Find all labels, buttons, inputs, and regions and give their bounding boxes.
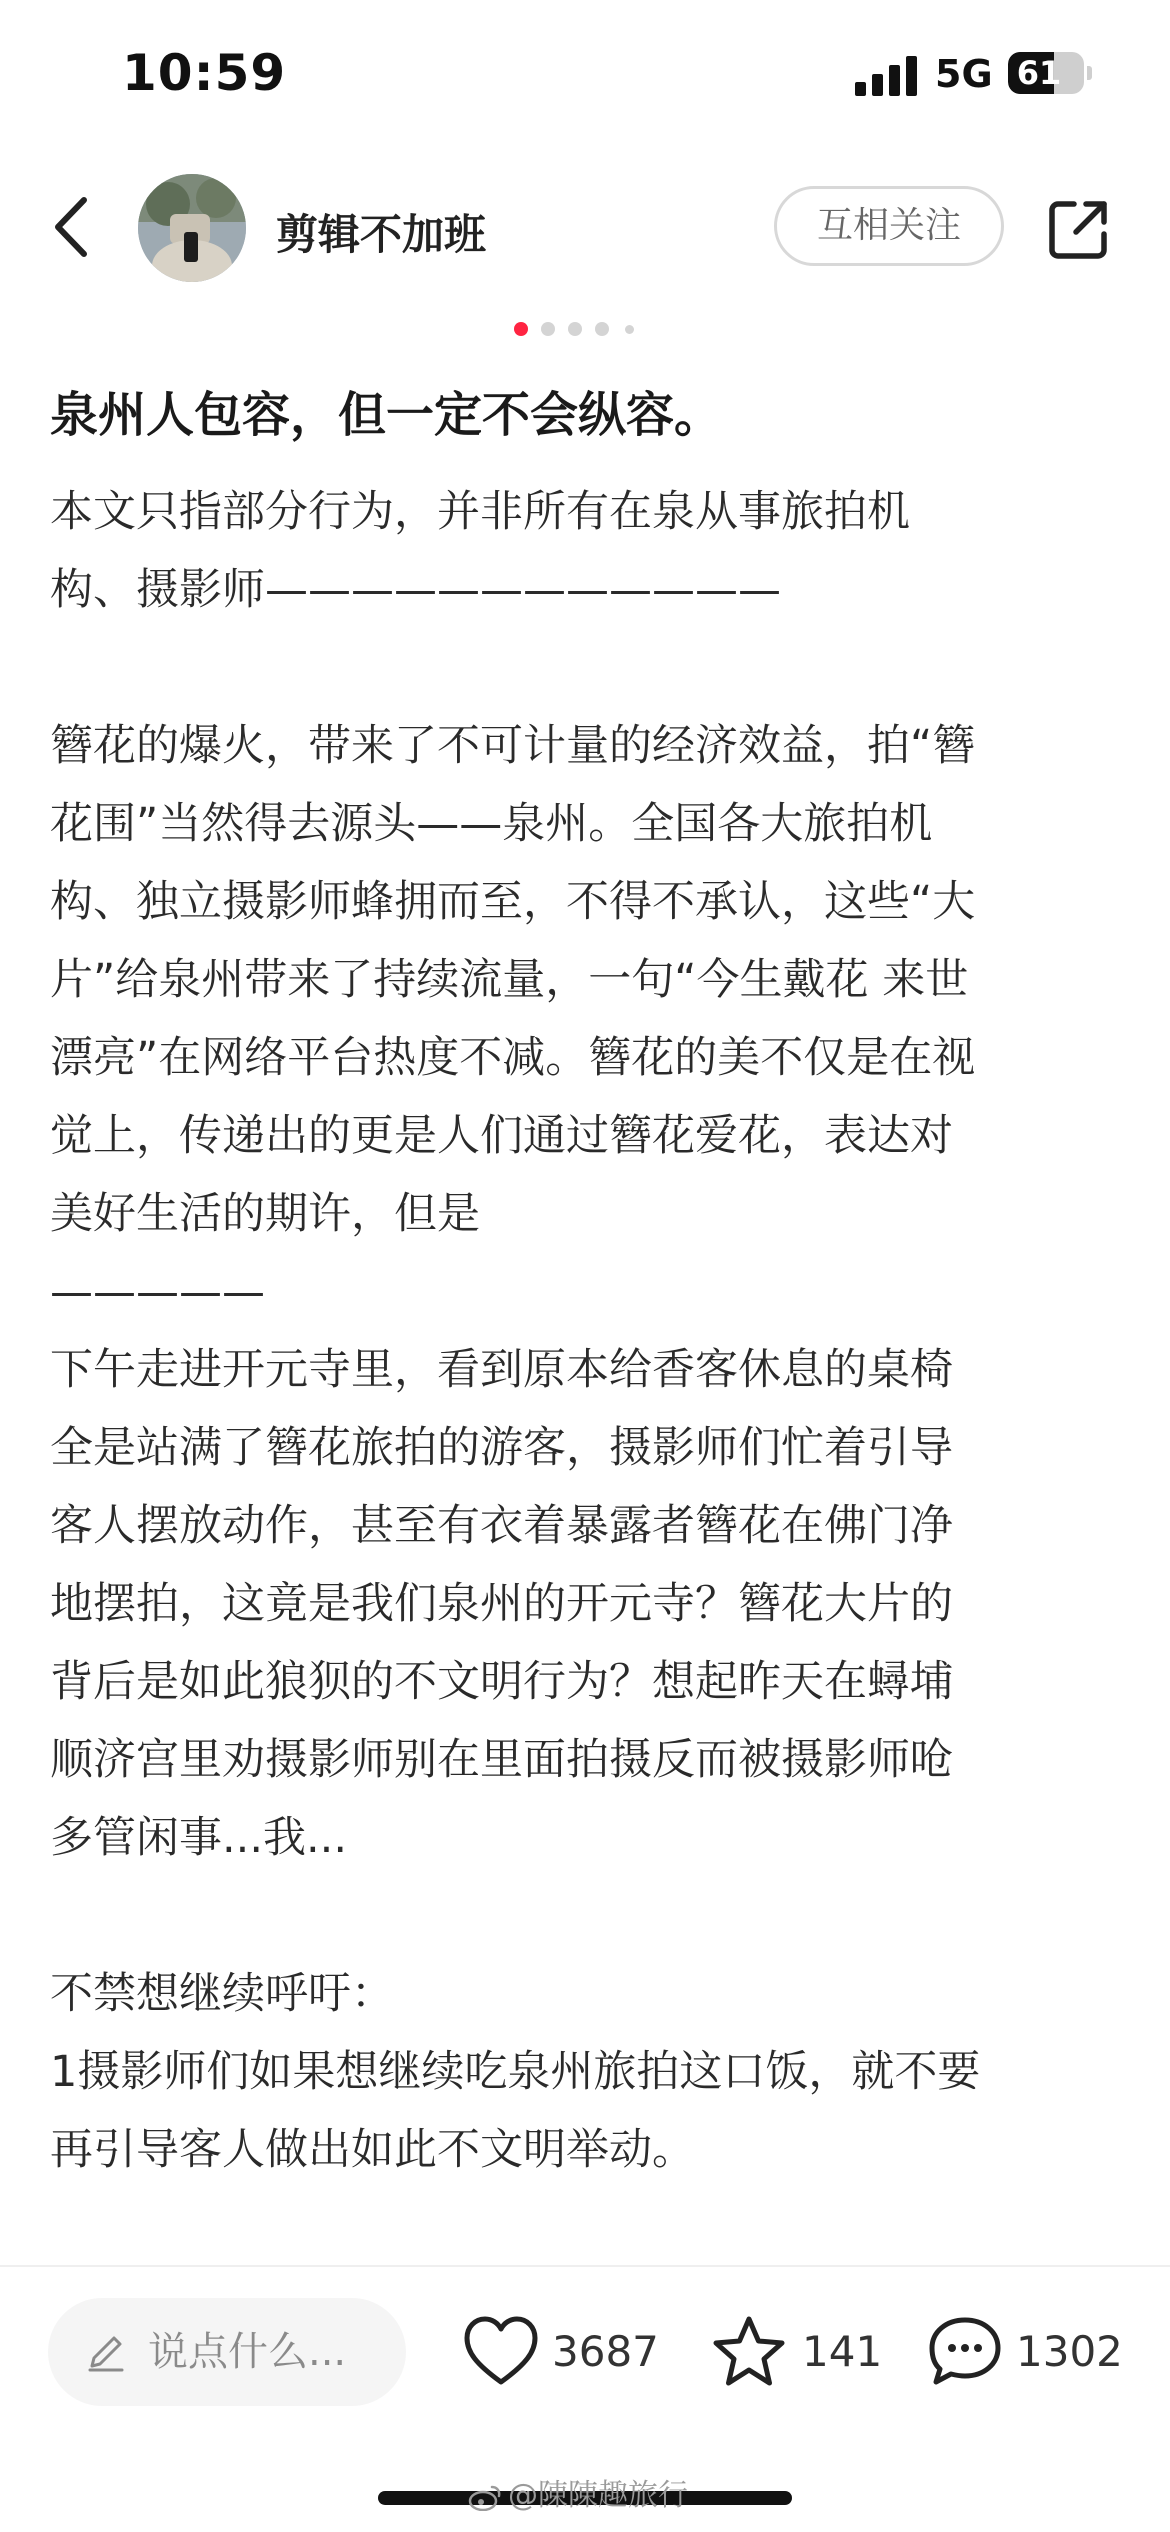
status-bar (0, 0, 1170, 150)
share-icon[interactable] (1046, 196, 1112, 262)
post-header (0, 160, 1170, 290)
avatar-photo-icon (138, 174, 246, 282)
post-text-line: 全是站满了簪花旅拍的游客，摄影师们忙着引导 (50, 1423, 953, 1473)
post-text-line: 漂亮”在网络平台热度不减。簪花的美不仅是在视 (50, 1033, 976, 1083)
post-text-line: 构、独立摄影师蜂拥而至，不得不承认，这些“大 (50, 877, 976, 927)
post-text-line: 觉上，传递出的更是人们通过簪花爱花，表达对 (50, 1111, 953, 1161)
comment-bubble-icon (926, 2314, 1004, 2390)
carousel-indicator (514, 322, 644, 338)
battery-percent: 61 (1016, 54, 1062, 92)
comment-button[interactable] (926, 2310, 1126, 2394)
carousel-dot (541, 322, 555, 336)
carousel-dot (514, 322, 528, 336)
post-text-line: 再引导客人做出如此不文明举动。 (50, 2125, 695, 2175)
paragraph-break (50, 629, 1120, 707)
carousel-dot (595, 322, 609, 336)
post-text-line: 构、摄影师———————————— (50, 565, 781, 615)
status-time: 10:59 (122, 44, 287, 102)
watermark-text: @陳陳趣旅行 (508, 2478, 688, 2513)
comment-count: 1302 (1016, 2327, 1123, 2376)
favorite-count: 141 (802, 2327, 883, 2376)
network-type: 5G (935, 52, 993, 96)
weibo-logo-icon (468, 2483, 502, 2511)
post-text-line: 花围”当然得去源头——泉州。全国各大旅拍机 (50, 799, 933, 849)
carousel-dot (568, 322, 582, 336)
post-text-line: 片”给泉州带来了持续流量，一句“今生戴花 来世 (50, 955, 969, 1005)
like-count: 3687 (552, 2327, 659, 2376)
post-text-line: 美好生活的期许，但是 (50, 1189, 480, 1239)
post-text-line: 不禁想继续呼吁： (50, 1969, 394, 2019)
pencil-icon (84, 2330, 128, 2374)
back-chevron-icon[interactable] (46, 192, 102, 262)
comment-input[interactable] (48, 2298, 406, 2406)
post-text-line: 多管闲事...我... (50, 1813, 348, 1863)
star-icon (710, 2314, 788, 2390)
carousel-dot (625, 325, 634, 334)
cellular-signal-icon (855, 56, 919, 96)
author-avatar[interactable] (138, 174, 246, 282)
post-text-line: 背后是如此狼狈的不文明行为？想起昨天在蟳埔 (50, 1657, 953, 1707)
heart-icon (462, 2314, 540, 2390)
post-text-line: 本文只指部分行为，并非所有在泉从事旅拍机 (50, 487, 910, 537)
bottom-bar-divider (0, 2265, 1170, 2267)
favorite-button[interactable] (710, 2310, 883, 2394)
comment-placeholder: 说点什么... (148, 2329, 347, 2375)
post-body (50, 473, 1120, 2189)
battery-icon (1008, 52, 1092, 96)
post-text-line: 簪花的爆火，带来了不可计量的经济效益，拍“簪 (50, 721, 976, 771)
paragraph-break (50, 1877, 1120, 1955)
follow-button[interactable]: 互相关注 (774, 186, 1004, 266)
post-text-line: 地摆拍，这竟是我们泉州的开元寺？簪花大片的 (50, 1579, 953, 1629)
post-text-line: ————— (50, 1267, 265, 1317)
post-text-line: 客人摆放动作，甚至有衣着暴露者簪花在佛门净 (50, 1501, 953, 1551)
author-name[interactable]: 剪辑不加班 (276, 210, 487, 259)
post-text-line: 下午走进开元寺里，看到原本给香客休息的桌椅 (50, 1345, 953, 1395)
watermark (468, 2472, 688, 2520)
post-text-line: 1摄影师们如果想继续吃泉州旅拍这口饭，就不要 (50, 2047, 981, 2097)
like-button[interactable] (462, 2310, 662, 2394)
post-title: 泉州人包容，但一定不会纵容。 (50, 387, 723, 443)
post-text-line: 顺济宫里劝摄影师别在里面拍摄反而被摄影师呛 (50, 1735, 953, 1785)
